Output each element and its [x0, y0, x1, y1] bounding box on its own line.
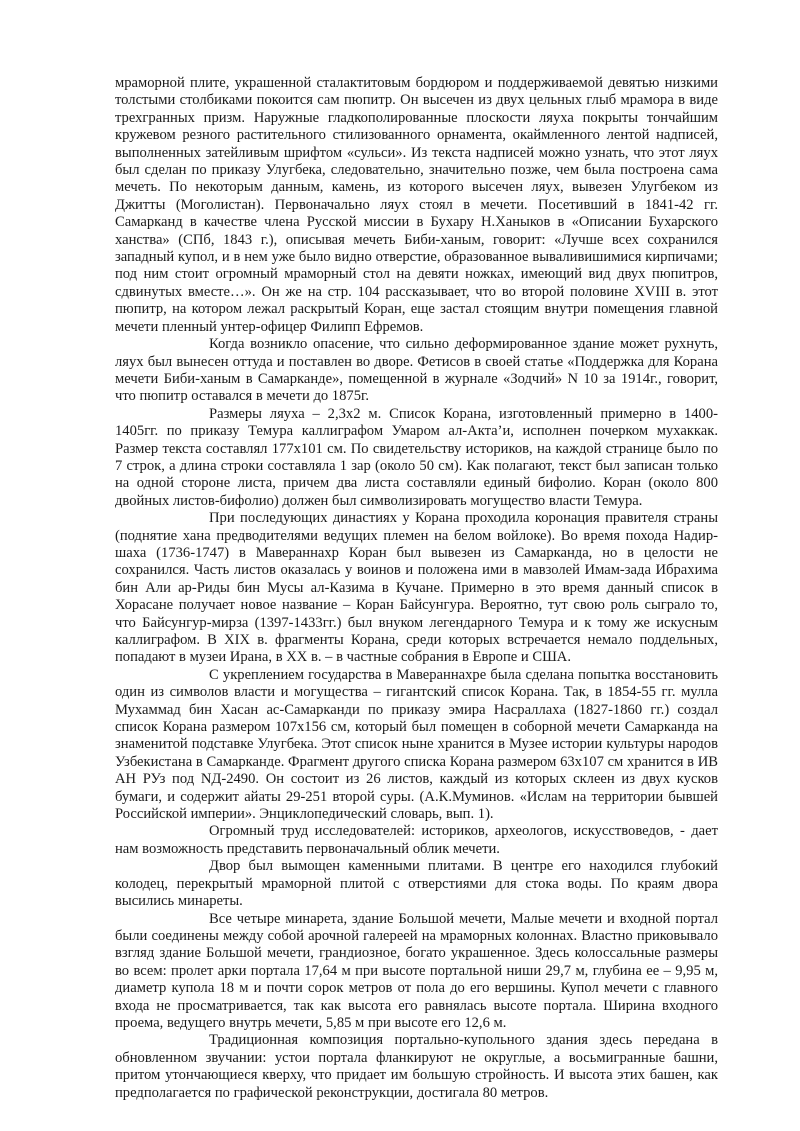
paragraph-4: При последующих династиях у Корана проходила коронация правителя страны (поднятие хана предводителями ведущих племен на белом войлоке). Во время похода Надир-шаха (1736-1747) в Мавераннахр Коран был вывезен из Самарканда, но в целости не сохранился. Часть листов оказалась у воинов и положена ими в мавзолей Имам-зада Ибрахима бин Али ар-Риды бин Мусы ал-Казима в Кучане. Примерно в это время данный список в Хорасане получает новое название – Коран Байсунгура. Вероятно, тут свою роль сыграло то, что Байсунгур-мирза (1397-1433гг.) был внуком легендарного Темура и к тому же искусным каллиграфом. В XIX в. фрагменты Корана, среди которых встречается немало поддельных, попадают в музеи Ирана, в XX в. – в частные собрания в Европе и США.: [115, 510, 718, 666]
paragraph-6: Огромный труд исследователей: историков, археологов, искусствоведов, - дает нам возможность представить первоначальный облик мечети.: [115, 823, 718, 857]
paragraph-8: Все четыре минарета, здание Большой мечети, Малые мечети и входной портал были соединены между собой арочной галереей на мраморных колоннах. Властно приковывало взгляд здание Большой мечети, грандиозное, богато украшенное. Здесь колоссальные размеры во всем: пролет арки портала 17,64 м при высоте портальной ниши 29,7 м, глубина ее – 9,95 м, диаметр купола 18 м и почти сорок метров от пола до его вершины. Купол мечети с главного входа не просматривается, так как высота его равнялась высоте портала. Ширина входного проема, ведущего внутрь мечети, 5,85 м при высоте его 12,6 м.: [115, 910, 718, 1031]
paragraph-9: Традиционная композиция портально-купольного здания здесь передана в обновленном звучании: устои портала фланкируют не округлые, а восьмигранные башни, притом утончающиеся кверху, что придает им большую стройность. И высота этих башен, как предполагается по графической реконструкции, достигала 80 метров.: [115, 1032, 718, 1101]
paragraph-1: мраморной плите, украшенной сталактитовым бордюром и поддерживаемой девятью низкими толстыми столбиками покоится сам пюпитр. Он высечен из двух цельных глыб мрамора в виде трехгранных призм. Наружные гладкополированные плоскости ляуха покрыты тончайшим кружевом резного растительного стилизованного орнамента, окаймленного лентой надписей, выполненных затейливым шрифтом «сульси». Из текста надписей можно узнать, что этот ляух был сделан по приказу Улугбека, следовательно, значительно позже, чем была построена сама мечеть. По некоторым данным, камень, из которого высечен ляух, вывезен Улугбеком из Джитты (Моголистан). Первоначально ляух стоял в мечети. Посетивший в 1841-42 гг. Самарканд в качестве члена Русской миссии в Бухару Н.Ханыков в «Описании Бухарского ханства» (СПб, 1843 г.), описывая мечеть Биби-ханым, говорит: «Лучше всех сохранился западный купол, и в нем уже было видно отверстие, образованное вываливишимися кирпичами; под ним стоит огромный мраморный стол на девяти ножках, имеющий вид двух пюпитров, сдвинутых вместе…». Он же на стр. 104 рассказывает, что во второй половине XVIII в. этот пюпитр, на котором лежал раскрытый Коран, еще застал стоящим внутри помещения главной мечети пленный унтер-офицер Филипп Ефремов.: [115, 75, 718, 335]
paragraph-3: Размеры ляуха – 2,3х2 м. Список Корана, изготовленный примерно в 1400-1405гг. по приказу Темура каллиграфом Умаром ал-Акта’и, исполнен почерком мухаккак. Размер текста составлял 177х101 см. По свидетельству историков, на каждой странице было по 7 строк, а длина строки составляла 1 зар (около 50 см). Как полагают, текст был записан только на одной стороне листа, причем два листа составляли единый бифолио. Коран (около 800 двойных листов-бифолио) должен был символизировать могущество власти Темура.: [115, 405, 718, 509]
paragraph-2: Когда возникло опасение, что сильно деформированное здание может рухнуть, ляух был вынесен оттуда и поставлен во дворе. Фетисов в своей статье «Поддержка для Корана мечети Биби-ханым в Самарканде», помещенной в журнале «Зодчий» N 10 за 1914г., говорит, что пюпитр оставался в мечети до 1875г.: [115, 336, 718, 405]
paragraph-7: Двор был вымощен каменными плитами. В центре его находился глубокий колодец, перекрытый мраморной плитой с отверстиями для стока воды. По краям двора высились минареты.: [115, 858, 718, 910]
paragraph-5: С укреплением государства в Мавераннахре была сделана попытка восстановить один из символов власти и могущества – гигантский список Корана. Так, в 1854-55 гг. мулла Мухаммад бин Хасан ас-Самарканди по приказу эмира Насраллаха (1827-1860 гг.) создал список Корана размером 107х156 см, который был помещен в соборной мечети Самарканда на знаменитой подставке Улугбека. Этот список ныне хранится в Музее истории культуры народов Узбекистана в Самарканде. Фрагмент другого списка Корана размером 63х107 см хранится в ИВ АН РУз под NД-2490. Он состоит из 26 листов, каждый из которых склеен из двух кусков бумаги, и содержит айаты 29-251 второй суры. (А.К.Муминов. «Ислам на территории бывшей Российской империи». Энциклопедический словарь, вып. 1).: [115, 666, 718, 823]
